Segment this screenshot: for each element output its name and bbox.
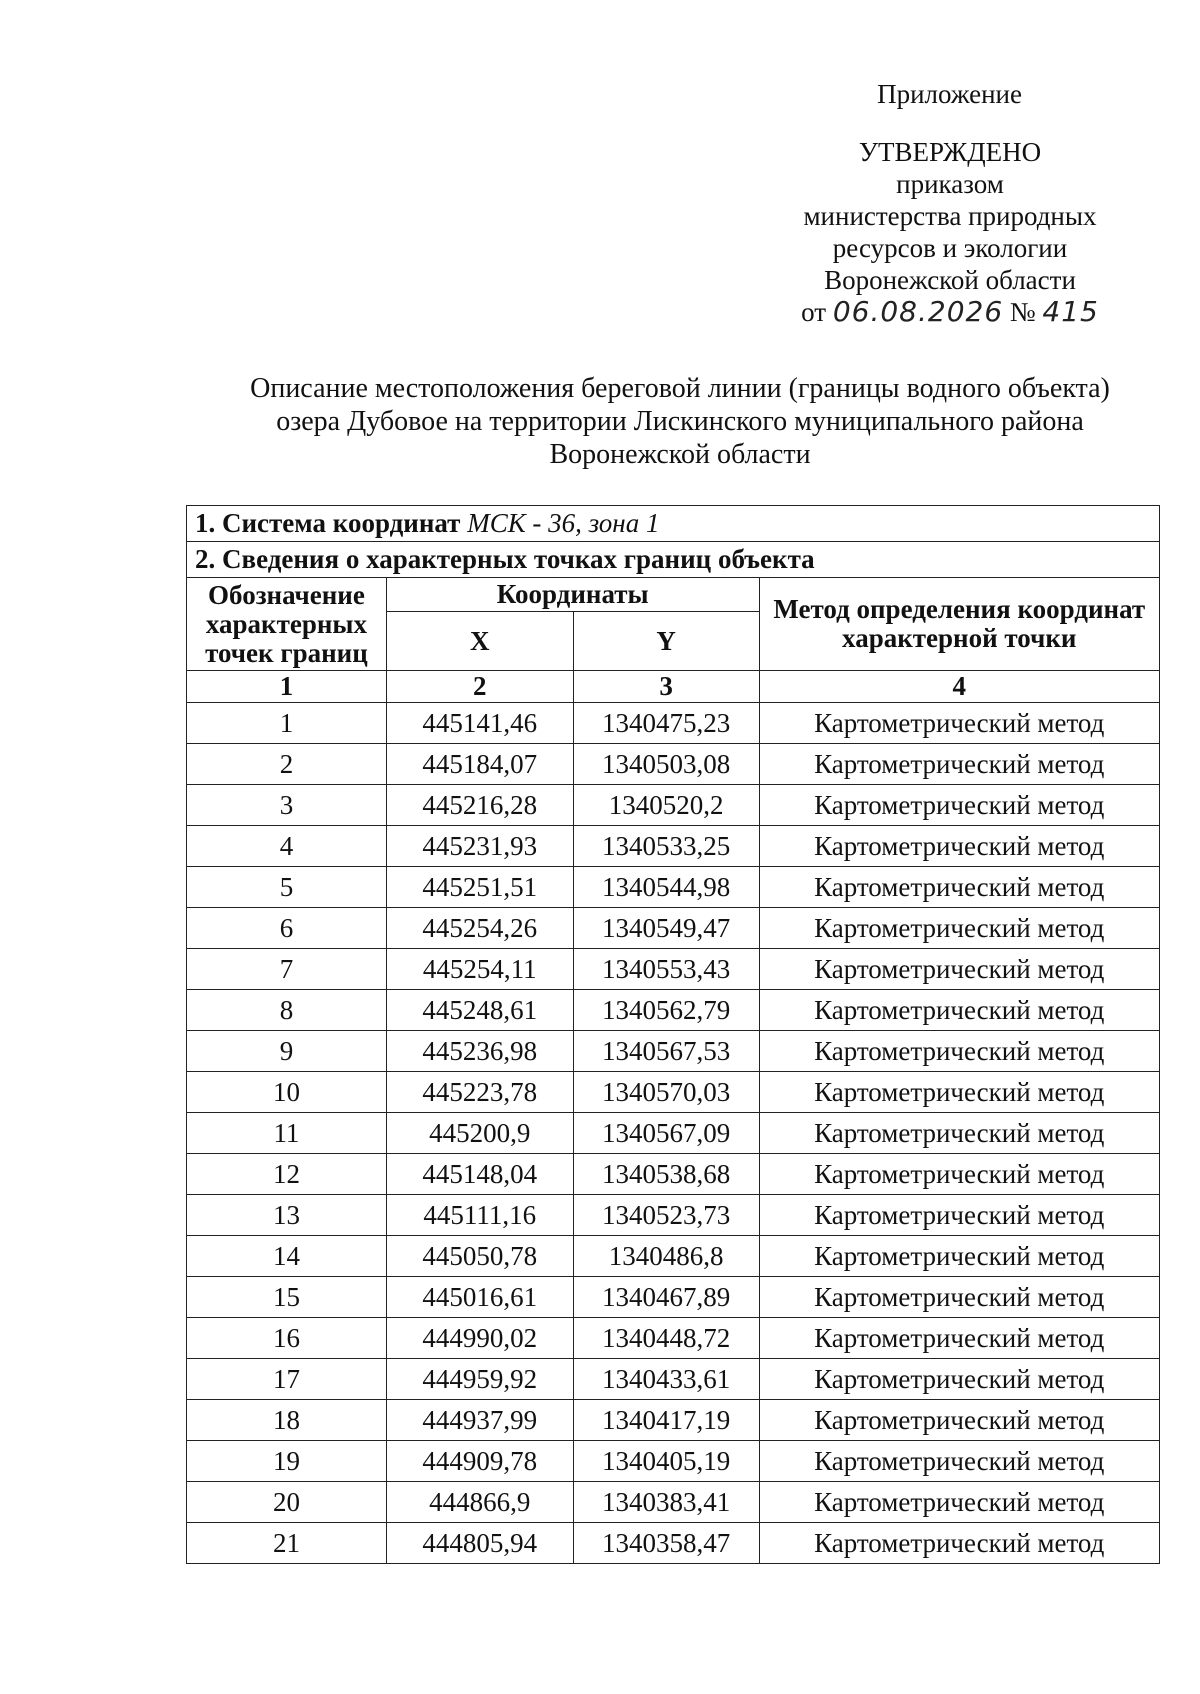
table-row: [187, 1359, 1160, 1400]
y-coordinate-cell: 1340567,09: [573, 1113, 759, 1154]
y-coordinate-cell: 1340520,2: [573, 785, 759, 826]
table-row: [187, 867, 1160, 908]
method-cell: Картометрический метод: [759, 1072, 1160, 1113]
y-coordinate-cell: 1340567,53: [573, 1031, 759, 1072]
y-coordinate-cell: 1340467,89: [573, 1277, 759, 1318]
approval-line-3: ресурсов и экологии: [832, 233, 1068, 263]
title-line-2: озера Дубовое на территории Лискинского муниципального района: [276, 406, 1084, 437]
point-number-cell: 1: [187, 703, 387, 744]
y-coordinate-cell: 1340523,73: [573, 1195, 759, 1236]
approval-line-1: приказом: [896, 169, 1004, 199]
table-row: [187, 1482, 1160, 1523]
column-number-row: [187, 671, 1160, 703]
method-cell: Картометрический метод: [759, 1031, 1160, 1072]
point-number-cell: 17: [187, 1359, 387, 1400]
point-number-cell: 20: [187, 1482, 387, 1523]
table-row: [187, 785, 1160, 826]
point-number-cell: 12: [187, 1154, 387, 1195]
y-coordinate-cell: 1340358,47: [573, 1523, 759, 1564]
table-row: [187, 744, 1160, 785]
header-row-1: [187, 578, 1160, 612]
table-row: [187, 1072, 1160, 1113]
x-coordinate-cell: 445016,61: [386, 1277, 573, 1318]
column-number: 1: [187, 671, 387, 703]
point-number-cell: 7: [187, 949, 387, 990]
method-cell: Картометрический метод: [759, 1359, 1160, 1400]
x-coordinate-cell: 444866,9: [386, 1482, 573, 1523]
y-coordinate-cell: 1340533,25: [573, 826, 759, 867]
method-cell: Картометрический метод: [759, 1113, 1160, 1154]
x-coordinate-cell: 445254,26: [386, 908, 573, 949]
section-1-row: [187, 506, 1160, 542]
y-coordinate-cell: 1340570,03: [573, 1072, 759, 1113]
table-row: [187, 1236, 1160, 1277]
point-number-cell: 19: [187, 1441, 387, 1482]
table-row: [187, 703, 1160, 744]
method-cell: Картометрический метод: [759, 990, 1160, 1031]
point-number-cell: 11: [187, 1113, 387, 1154]
table-row: [187, 1277, 1160, 1318]
table-row: [187, 1154, 1160, 1195]
point-number-cell: 18: [187, 1400, 387, 1441]
method-cell: Картометрический метод: [759, 1195, 1160, 1236]
coordinates-table: [186, 505, 1160, 1564]
title-line-3: Воронежской области: [549, 439, 811, 470]
method-cell: Картометрический метод: [759, 1277, 1160, 1318]
point-number-cell: 3: [187, 785, 387, 826]
y-coordinate-cell: 1340538,68: [573, 1154, 759, 1195]
x-coordinate-cell: 444805,94: [386, 1523, 573, 1564]
x-coordinate-cell: 445141,46: [386, 703, 573, 744]
method-cell: Картометрический метод: [759, 1441, 1160, 1482]
handwritten-number: 415: [1042, 295, 1099, 328]
document-title: [180, 372, 1180, 471]
point-number-cell: 9: [187, 1031, 387, 1072]
method-cell: Картометрический метод: [759, 826, 1160, 867]
method-cell: Картометрический метод: [759, 1482, 1160, 1523]
x-coordinate-cell: 444937,99: [386, 1400, 573, 1441]
section-2-row: [187, 542, 1160, 578]
x-coordinate-cell: 445254,11: [386, 949, 573, 990]
method-cell: Картометрический метод: [759, 908, 1160, 949]
method-cell: Картометрический метод: [759, 1236, 1160, 1277]
date-prefix: от: [801, 297, 827, 327]
x-coordinate-cell: 444909,78: [386, 1441, 573, 1482]
x-coordinate-cell: 444959,92: [386, 1359, 573, 1400]
method-cell: Картометрический метод: [759, 1400, 1160, 1441]
point-number-cell: 2: [187, 744, 387, 785]
method-cell: Картометрический метод: [759, 1318, 1160, 1359]
method-cell: Картометрический метод: [759, 744, 1160, 785]
table-row: [187, 1195, 1160, 1236]
table-row: [187, 1523, 1160, 1564]
method-cell: Картометрический метод: [759, 867, 1160, 908]
y-coordinate-cell: 1340486,8: [573, 1236, 759, 1277]
approval-block: [780, 78, 1120, 328]
y-coordinate-cell: 1340562,79: [573, 990, 759, 1031]
x-coordinate-cell: 445223,78: [386, 1072, 573, 1113]
table-row: [187, 949, 1160, 990]
header-point: Обозначение характерных точек границ: [187, 578, 387, 671]
y-coordinate-cell: 1340405,19: [573, 1441, 759, 1482]
x-coordinate-cell: 445231,93: [386, 826, 573, 867]
table-row: [187, 826, 1160, 867]
point-number-cell: 8: [187, 990, 387, 1031]
method-cell: Картометрический метод: [759, 949, 1160, 990]
y-coordinate-cell: 1340383,41: [573, 1482, 759, 1523]
approval-line-4: Воронежской области: [824, 265, 1076, 295]
header-x: X: [386, 612, 573, 671]
section-1-label: 1. Система координат: [195, 508, 461, 538]
y-coordinate-cell: 1340475,23: [573, 703, 759, 744]
header-method: Метод определения координат характерной точки: [759, 578, 1160, 671]
y-coordinate-cell: 1340549,47: [573, 908, 759, 949]
table-row: [187, 1318, 1160, 1359]
table-row: [187, 908, 1160, 949]
x-coordinate-cell: 445251,51: [386, 867, 573, 908]
point-number-cell: 21: [187, 1523, 387, 1564]
x-coordinate-cell: 445216,28: [386, 785, 573, 826]
x-coordinate-cell: 445200,9: [386, 1113, 573, 1154]
point-number-cell: 15: [187, 1277, 387, 1318]
column-number: 3: [573, 671, 759, 703]
table-row: [187, 1031, 1160, 1072]
section-2-label: 2. Сведения о характерных точках границ объекта: [187, 542, 1160, 578]
approved-label: УТВЕРЖДЕНО: [858, 137, 1042, 167]
order-date-number: [780, 296, 1120, 328]
header-coords: Координаты: [386, 578, 759, 612]
x-coordinate-cell: 445148,04: [386, 1154, 573, 1195]
y-coordinate-cell: 1340553,43: [573, 949, 759, 990]
appendix-label: Приложение: [877, 79, 1022, 109]
method-cell: Картометрический метод: [759, 785, 1160, 826]
number-prefix: №: [1009, 297, 1036, 327]
y-coordinate-cell: 1340417,19: [573, 1400, 759, 1441]
method-cell: Картометрический метод: [759, 1154, 1160, 1195]
x-coordinate-cell: 445236,98: [386, 1031, 573, 1072]
title-line-1: Описание местоположения береговой линии (границы водного объекта): [250, 373, 1110, 404]
x-coordinate-cell: 444990,02: [386, 1318, 573, 1359]
approval-line-2: министерства природных: [803, 201, 1097, 231]
column-number: 2: [386, 671, 573, 703]
method-cell: Картометрический метод: [759, 703, 1160, 744]
x-coordinate-cell: 445050,78: [386, 1236, 573, 1277]
table-row: [187, 1113, 1160, 1154]
method-cell: Картометрический метод: [759, 1523, 1160, 1564]
point-number-cell: 14: [187, 1236, 387, 1277]
y-coordinate-cell: 1340544,98: [573, 867, 759, 908]
point-number-cell: 13: [187, 1195, 387, 1236]
column-number: 4: [759, 671, 1160, 703]
table-row: [187, 990, 1160, 1031]
point-number-cell: 6: [187, 908, 387, 949]
x-coordinate-cell: 445111,16: [386, 1195, 573, 1236]
section-1-value: МСК - 36, зона 1: [467, 508, 660, 538]
point-number-cell: 16: [187, 1318, 387, 1359]
header-y: Y: [573, 612, 759, 671]
y-coordinate-cell: 1340503,08: [573, 744, 759, 785]
table-row: [187, 1400, 1160, 1441]
table-row: [187, 1441, 1160, 1482]
x-coordinate-cell: 445248,61: [386, 990, 573, 1031]
y-coordinate-cell: 1340433,61: [573, 1359, 759, 1400]
point-number-cell: 4: [187, 826, 387, 867]
x-coordinate-cell: 445184,07: [386, 744, 573, 785]
y-coordinate-cell: 1340448,72: [573, 1318, 759, 1359]
point-number-cell: 10: [187, 1072, 387, 1113]
handwritten-date: 06.08.2026: [832, 295, 1004, 328]
point-number-cell: 5: [187, 867, 387, 908]
